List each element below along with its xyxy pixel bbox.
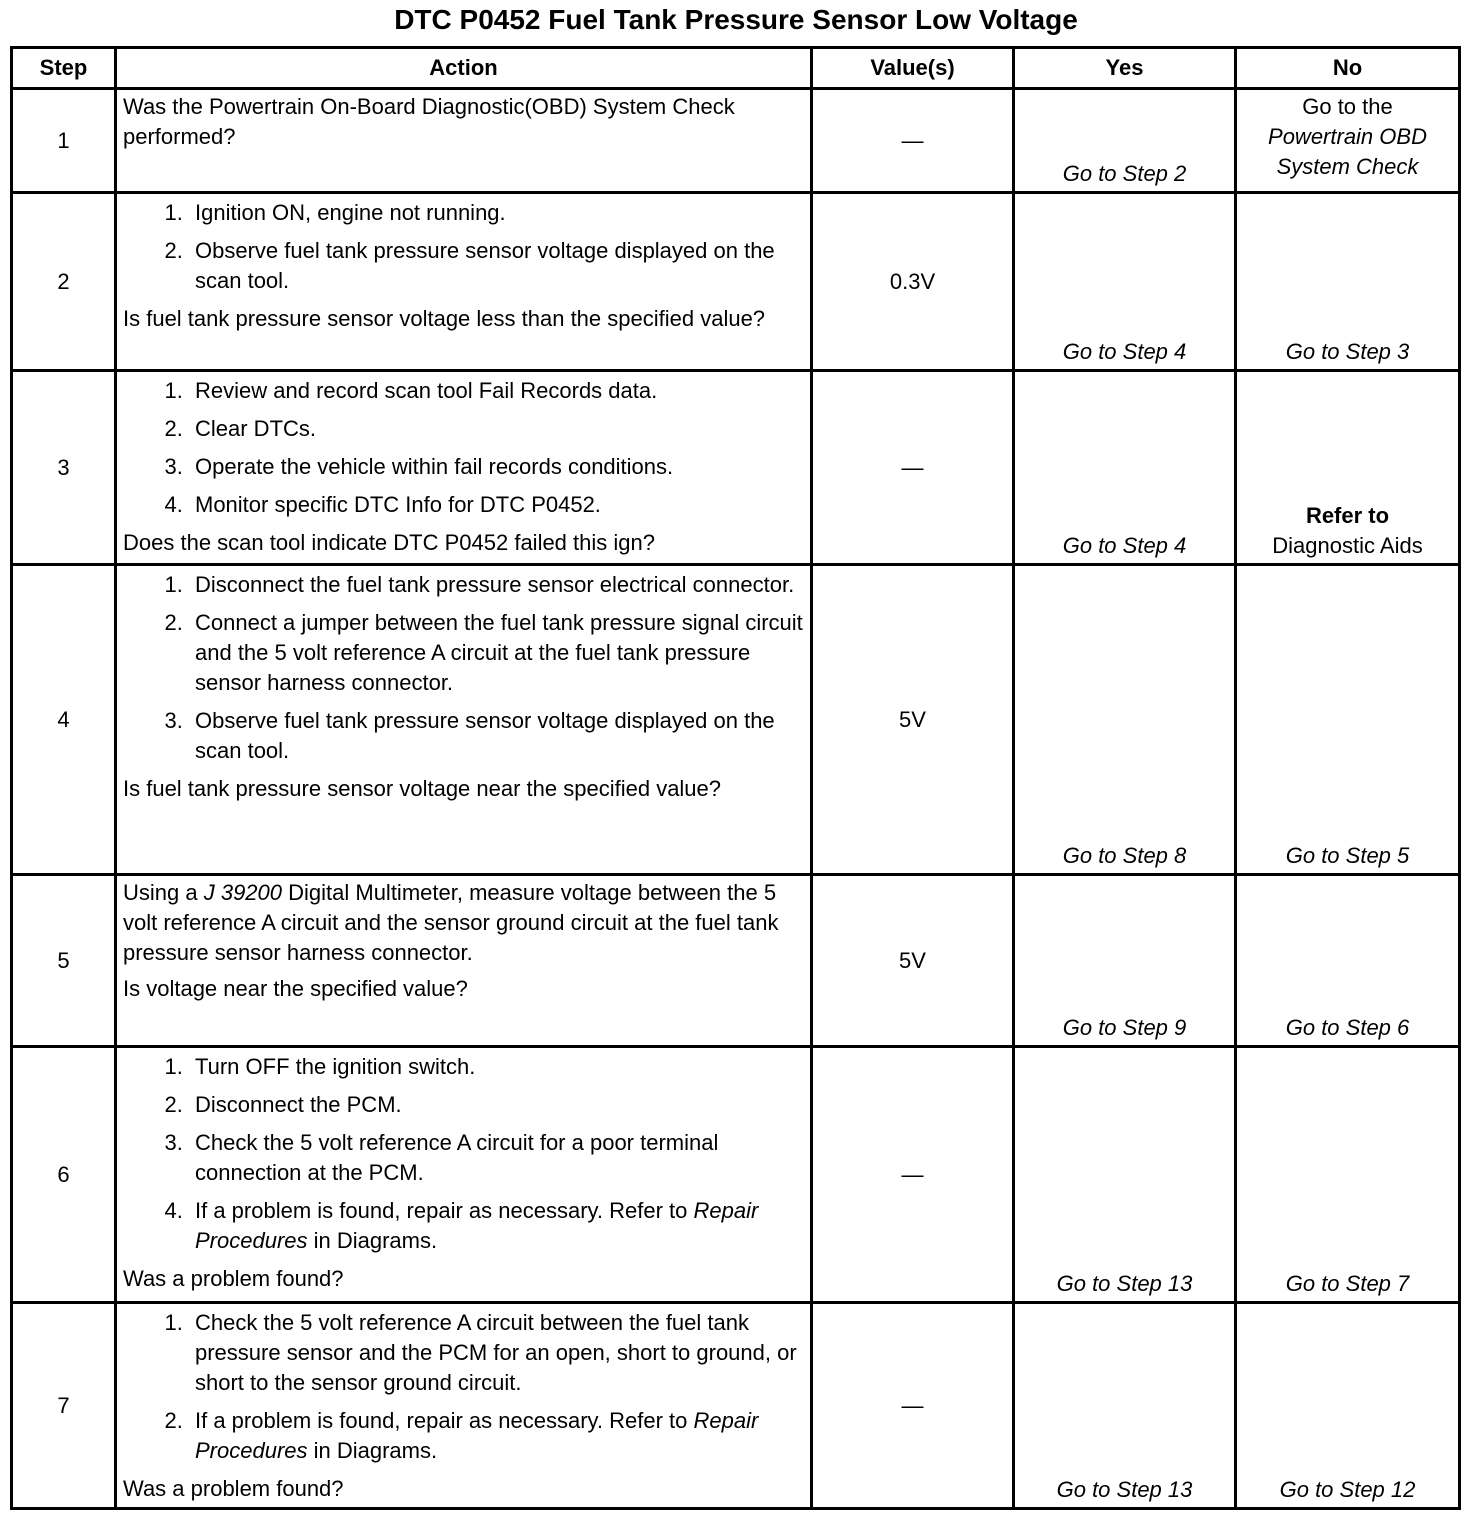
list-item-text: If a problem is found, repair as necessary. Refer to [195,1198,694,1223]
no-cell: Go to Step 5 [1236,565,1460,875]
list-item-text: in Diagrams. [307,1438,438,1463]
action-question: Does the scan tool indicate DTC P0452 failed this ign? [123,530,655,555]
no-text: Go to the [1302,94,1393,119]
no-reference: Powertrain OBD System Check [1268,124,1427,179]
action-cell [116,1047,812,1303]
yes-cell: Go to Step 13 [1014,1047,1236,1303]
table-row [12,193,1460,371]
action-list [123,1308,804,1466]
action-question: Was a problem found? [123,1266,344,1291]
header-step: Step [12,48,116,89]
list-item: 1. Ignition ON, engine not running. [189,198,804,228]
list-item-text: If a problem is found, repair as necessary. Refer to [195,1408,694,1433]
step-number: 1 [12,89,116,193]
list-item [189,1406,804,1466]
yes-cell: Go to Step 4 [1014,193,1236,371]
value-cell: — [812,89,1014,193]
list-item: 1. Turn OFF the ignition switch. [189,1052,804,1082]
step-number: 6 [12,1047,116,1303]
action-list [123,570,804,766]
table-row [12,371,1460,565]
yes-cell: Go to Step 13 [1014,1303,1236,1509]
page-title: DTC P0452 Fuel Tank Pressure Sensor Low Voltage [394,4,1078,35]
tool-reference: J 39200 [203,880,283,905]
value-cell: — [812,1047,1014,1303]
list-item: 4. Monitor specific DTC Info for DTC P0452. [189,490,804,520]
no-cell: Go to Step 3 [1236,193,1460,371]
action-cell [116,371,812,565]
action-text-part: Using a [123,880,204,905]
no-reference: Diagnostic Aids [1272,533,1423,558]
action-text-part: Digital Multimeter, measure voltage between the 5 volt reference A circuit and the sensor ground circuit at the fuel tank pressure sensor harness connector. [123,880,779,965]
value-cell: 0.3V [812,193,1014,371]
action-text [123,878,804,968]
yes-cell: Go to Step 4 [1014,371,1236,565]
action-question: Was a problem found? [123,1476,344,1501]
action-cell [116,1303,812,1509]
list-item: 3. Operate the vehicle within fail records conditions. [189,452,804,482]
header-no: No [1236,48,1460,89]
table-row [12,1303,1460,1509]
list-item: 2. Disconnect the PCM. [189,1090,804,1120]
no-cell: Go to Step 12 [1236,1303,1460,1509]
list-item: 2. Clear DTCs. [189,414,804,444]
table-row [12,89,1460,193]
action-question: Is fuel tank pressure sensor voltage near the specified value? [123,776,722,801]
value-cell: 5V [812,875,1014,1047]
value-cell: 5V [812,565,1014,875]
header-values: Value(s) [812,48,1014,89]
table-row [12,565,1460,875]
yes-cell: Go to Step 2 [1014,89,1236,193]
action-cell [116,875,812,1047]
list-item: 2. Observe fuel tank pressure sensor voltage displayed on the scan tool. [189,236,804,296]
list-item: 1. Check the 5 volt reference A circuit between the fuel tank pressure sensor and the PCM for an open, short to ground, or short to the sensor ground circuit. [189,1308,804,1398]
step-number: 3 [12,371,116,565]
action-question: Is fuel tank pressure sensor voltage less than the specified value? [123,306,766,331]
table-row [12,875,1460,1047]
procedure-reference: Repair Procedures [195,1408,759,1463]
no-text: Refer to [1305,503,1390,528]
procedure-reference: Repair Procedures [195,1198,759,1253]
diagnostic-table [10,46,1461,1510]
action-question: Was the Powertrain On-Board Diagnostic(OBD) System Check performed? [123,94,735,149]
list-item-text: in Diagrams. [307,1228,438,1253]
header-yes: Yes [1014,48,1236,89]
no-cell: Go to Step 7 [1236,1047,1460,1303]
step-number: 7 [12,1303,116,1509]
header-action: Action [116,48,812,89]
step-number: 4 [12,565,116,875]
no-cell [1236,371,1460,565]
action-cell [116,89,812,193]
value-cell: — [812,371,1014,565]
action-list [123,1052,804,1256]
action-cell [116,565,812,875]
step-number: 5 [12,875,116,1047]
no-cell: Go to Step 6 [1236,875,1460,1047]
action-question: Is voltage near the specified value? [123,976,468,1001]
no-cell [1236,89,1460,193]
action-list [123,376,804,520]
list-item: 2. Connect a jumper between the fuel tank pressure signal circuit and the 5 volt reference A circuit at the fuel tank pressure sensor harness connector. [189,608,804,698]
list-item: 1. Review and record scan tool Fail Records data. [189,376,804,406]
list-item [189,1196,804,1256]
yes-cell: Go to Step 9 [1014,875,1236,1047]
list-item: 1. Disconnect the fuel tank pressure sensor electrical connector. [189,570,804,600]
yes-cell: Go to Step 8 [1014,565,1236,875]
value-cell: — [812,1303,1014,1509]
list-item: 3. Check the 5 volt reference A circuit for a poor terminal connection at the PCM. [189,1128,804,1188]
header-row [12,48,1460,89]
list-item: 3. Observe fuel tank pressure sensor voltage displayed on the scan tool. [189,706,804,766]
step-number: 2 [12,193,116,371]
action-cell [116,193,812,371]
action-list [123,198,804,296]
table-row [12,1047,1460,1303]
